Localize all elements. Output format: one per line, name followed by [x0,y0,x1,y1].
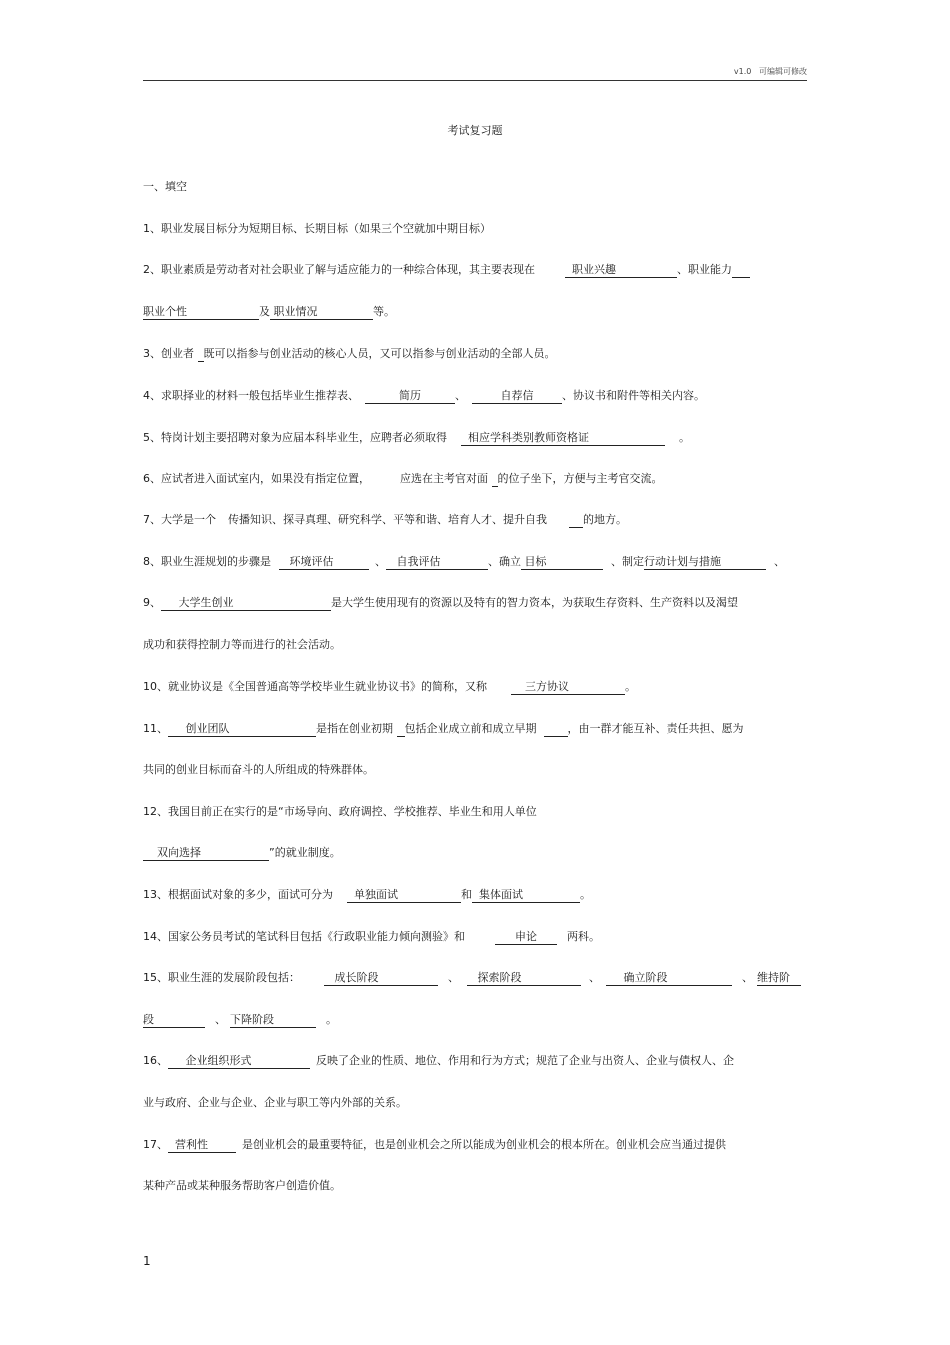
question-2: 2、职业素质是劳动者对社会职业了解与适应能力的一种综合体现，其主要表现在 职业兴趣 、职业能力 [143,262,807,278]
blank-answer: 目标 [521,554,603,570]
blank-answer: 申论 [495,929,557,945]
blank-answer: 职业情况 [270,304,373,320]
page-number: 1 [143,1254,151,1268]
blank-answer: 集体面试 [472,887,580,903]
question-11-cont: 共同的创业目标而奋斗的人所组成的特殊群体。 [143,763,374,776]
blank-answer [732,262,750,278]
question-17: 17、 营利性 是创业机会的最重要特征，也是创业机会之所以能成为创业机会的根本所在。创业机会应当通过提供 [143,1138,726,1151]
blank-answer: 行动计划与措施 [644,554,766,570]
header-note [734,66,807,77]
blank-answer: 自我评估 [386,554,488,570]
question-10: 10、就业协议是《全国普通高等学校毕业生就业协议书》的简称，又称 三方协议 。 [143,680,636,693]
blank-answer: 职业个性 [143,304,259,320]
question-2-cont: 职业个性 及 职业情况 等。 [143,305,395,318]
blank-answer: 三方协议 [511,679,625,695]
question-12: 12、我国目前正在实行的是“市场导向、政府调控、学校推荐、毕业生和用人单位 [143,805,537,818]
blank-answer: 段 [143,1012,205,1028]
header-version: v1.0 [733,67,752,76]
blank-answer [544,721,568,737]
blank-answer: 自荐信 [472,388,562,404]
blank-answer: 双向选择 [143,845,269,861]
blank-answer: 企业组织形式 [168,1053,310,1069]
blank-answer: 简历 [365,388,455,404]
question-8: 8、职业生涯规划的步骤是 环境评估 、 自我评估 、确立 目标 、制定行动计划与措施 、 [143,555,785,568]
question-9-cont: 成功和获得控制力等而进行的社会活动。 [143,638,341,651]
question-12-cont: 双向选择 ”的就业制度。 [143,845,807,861]
blank-answer: 探索阶段 [467,970,581,986]
blank-answer: 相应学科类别教师资格证 [461,430,665,446]
blank-answer [397,721,405,737]
question-13: 13、根据面试对象的多少，面试可分为 单独面试 和 集体面试 。 [143,888,591,901]
question-14: 14、国家公务员考试的笔试科目包括《行政职业能力倾向测验》和 申论 两科。 [143,930,600,943]
blank-answer: 下降阶段 [230,1012,316,1028]
question-9: 9、 大学生创业 是大学生使用现有的资源以及特有的智力资本，为获取生存资料、生产资料以及渴望 [143,596,738,609]
document-title: 考试复习题 [447,124,503,137]
question-11: 11、 创业团队 是指在创业初期 包括企业成立前和成立早期 ，由一群才能互补、责任共担、愿为 [143,722,744,735]
question-15: 15、职业生涯的发展阶段包括： 成长阶段 、 探索阶段 、 确立阶段 、 维持阶 [143,970,807,986]
question-3: 3、创业者 既可以指参与创业活动的核心人员，又可以指参与创业活动的全部人员。 [143,347,556,360]
header-rule [143,80,807,81]
blank-answer: 营利性 [168,1137,236,1153]
question-7: 7、大学是一个 传播知识、探寻真理、研究科学、平等和谐、培育人才、提升自我 的地方。 [143,513,627,526]
section-heading: 一、填空 [143,180,187,193]
blank-answer: 大学生创业 [161,595,331,611]
blank-answer: 成长阶段 [324,970,438,986]
blank-answer: 环境评估 [279,554,369,570]
question-1: 1、职业发展目标分为短期目标、长期目标（如果三个空就加中期目标） [143,222,491,235]
blank-answer: 单独面试 [347,887,461,903]
blank-answer: 创业团队 [168,721,316,737]
question-5: 5、特岗计划主要招聘对象为应届本科毕业生，应聘者必须取得 相应学科类别教师资格证 。 [143,431,690,444]
blank-answer: 维持阶 [757,970,801,986]
blank-answer: 确立阶段 [606,970,732,986]
blank-answer [569,512,583,528]
question-4: 4、求职择业的材料一般包括毕业生推荐表、 简历 、 自荐信 、协议书和附件等相关内容。 [143,389,705,402]
question-17-cont: 某种产品或某种服务帮助客户创造价值。 [143,1179,341,1192]
blank-answer: 职业兴趣 [565,262,677,278]
question-16: 16、 企业组织形式 反映了企业的性质、地位、作用和行为方式；规范了企业与出资人、企业与债权人、企 [143,1054,734,1067]
header-editable-note: 可编辑可修改 [759,67,807,76]
question-6: 6、应试者进入面试室内，如果没有指定位置， 应选在主考官对面 的位子坐下，方便与主考官交流。 [143,472,663,485]
question-16-cont: 业与政府、企业与企业、企业与职工等内外部的关系。 [143,1096,407,1109]
question-15-cont: 段 、 下降阶段 。 [143,1013,337,1026]
